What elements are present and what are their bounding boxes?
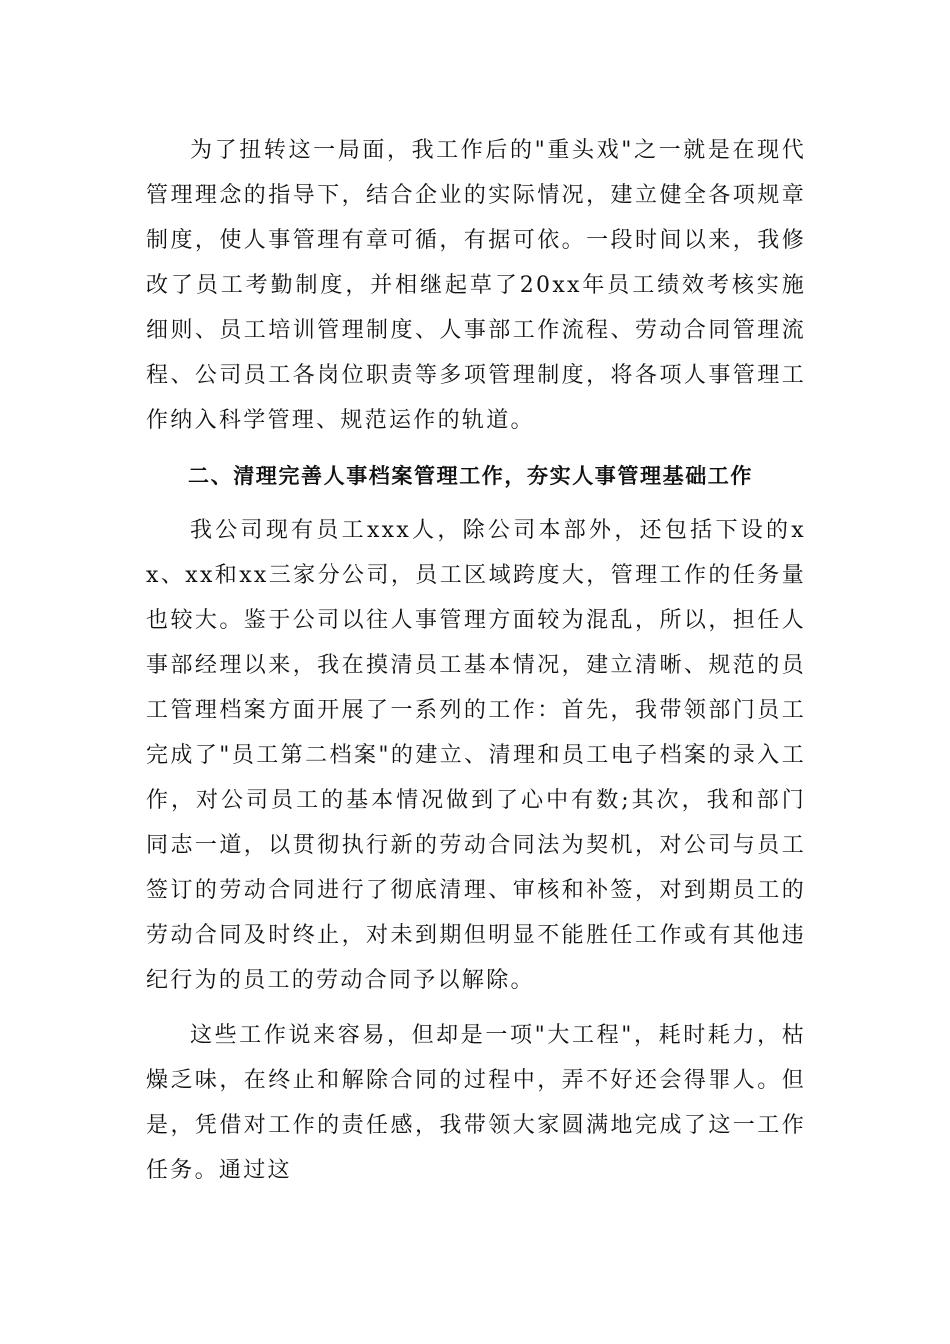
section-heading: 二、清理完善人事档案管理工作，夯实人事管理基础工作 xyxy=(188,463,753,488)
paragraph: 我公司现有员工xxx人，除公司本部外，还包括下设的xx、xx和xx三家分公司，员工区域跨度大，管理工作的任务量也较大。鉴于公司以往人事管理方面较为混乱，所以，担任人事部经理以来，我在摸清员工基本情况，建立清晰、规范的员工管理档案方面开展了一系列的工作：首先，我带领部门员工完成了"员工第二档案"的建立、清理和员工电子档案的录入工作，对公司员工的基本情况做到了心中有数;其次，我和部门同志一道，以贯彻执行新的劳动合同法为契机，对公司与员工签订的劳动合同进行了彻底清理、审核和补签，对到期员工的劳动合同及时终止，对未到期但明显不能胜任工作或有其他违纪行为的员工的劳动合同予以解除。 xyxy=(146,518,806,993)
document-body xyxy=(146,128,806,1193)
paragraph: 为了扭转这一局面，我工作后的"重头戏"之一就是在现代管理理念的指导下，结合企业的实际情况，建立健全各项规章制度，使人事管理有章可循，有据可依。一段时间以来，我修改了员工考勤制度，并相继起草了20xx年员工绩效考核实施细则、员工培训管理制度、人事部工作流程、劳动合同管理流程、公司员工各岗位职责等多项管理制度，将各项人事管理工作纳入科学管理、规范运作的轨道。 xyxy=(146,138,806,433)
paragraph: 这些工作说来容易，但却是一项"大工程"，耗时耗力，枯燥乏味，在终止和解除合同的过程中，弄不好还会得罪人。但是，凭借对工作的责任感，我带领大家圆满地完成了这一工作任务。通过这 xyxy=(146,1023,806,1183)
